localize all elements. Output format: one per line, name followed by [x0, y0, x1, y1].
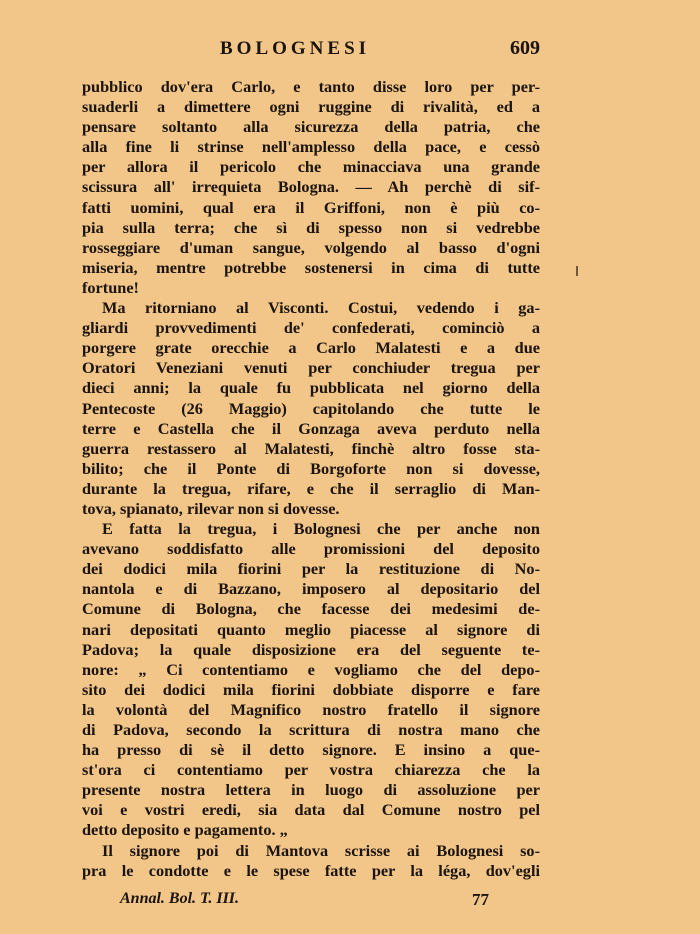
- text-line: detto deposito e pagamento. „: [82, 820, 288, 840]
- text-line: per allora il pericolo che minacciava una grande: [82, 157, 540, 177]
- margin-mark: [576, 266, 578, 276]
- text-line: porgere grate orecchie a Carlo Malatesti e a due: [82, 338, 540, 358]
- text-line: la volontà del Magnifico nostro fratello il signore: [82, 699, 540, 719]
- paragraph: [82, 77, 540, 298]
- text-line: pensare soltanto alla sicurezza della patria, che: [82, 117, 540, 137]
- text-line: nari depositati quanto meglio piacesse al signore di: [82, 619, 540, 639]
- text-line: Padova; la quale disposizione era del seguente te-: [82, 639, 540, 659]
- signature-number: 77: [472, 890, 489, 909]
- body-text: [82, 77, 540, 881]
- page-header: [80, 38, 540, 64]
- text-line: miseria, mentre potrebbe sostenersi in cima di tutte: [82, 257, 540, 277]
- paragraph: [82, 298, 540, 519]
- text-line: Oratori Veneziani venuti per conchiuder tregua per: [82, 358, 540, 378]
- text-line: Il signore poi di Mantova scrisse ai Bolognesi so-: [102, 840, 540, 860]
- text-line: ha presso di sè il detto signore. E insino a que-: [82, 740, 540, 760]
- text-line: bilito; che il Ponte di Borgoforte non si dovesse,: [82, 458, 540, 478]
- text-line: guerra restassero al Malatesti, finchè altro fosse sta-: [82, 438, 540, 458]
- text-line: gliardi provvedimenti de' confederati, cominciò a: [82, 318, 540, 338]
- text-line: nore: „ Ci contentiamo e vogliamo che del depo-: [82, 659, 540, 679]
- text-line: rosseggiare d'uman sangue, volgendo al basso d'ogni: [82, 237, 540, 257]
- text-line: presente nostra lettera in luogo di assoluzione per: [82, 780, 540, 800]
- page-footer: [82, 890, 540, 914]
- text-line: pra le condotte e le spese fatte per la léga, dov'egli: [82, 860, 540, 880]
- text-line: dieci anni; la quale fu pubblicata nel giorno della: [82, 378, 540, 398]
- text-line: E fatta la tregua, i Bolognesi che per anche non: [102, 519, 540, 539]
- text-line: fortune!: [82, 277, 139, 297]
- text-line: terre e Castella che il Gonzaga aveva perduto nella: [82, 418, 540, 438]
- text-line: Pentecoste (26 Maggio) capitolando che tutte le: [82, 398, 540, 418]
- text-line: nantola e di Bazzano, imposero al depositario del: [82, 579, 540, 599]
- text-line: pubblico dov'era Carlo, e tanto disse loro per per-: [82, 77, 540, 96]
- text-line: alla fine li strinse nell'amplesso della pace, e cessò: [82, 137, 540, 157]
- text-line: dei dodici mila fiorini per la restituzione di No-: [82, 559, 540, 579]
- paragraph: [82, 519, 540, 841]
- running-title: BOLOGNESI: [220, 38, 371, 59]
- text-line: pia sulla terra; che sì di spesso non si vedrebbe: [82, 217, 540, 237]
- text-line: Ma ritorniano al Visconti. Costui, vedendo i ga-: [102, 298, 540, 318]
- page-number: 609: [510, 37, 540, 59]
- text-line: tova, spianato, rilevar non si dovesse.: [82, 498, 340, 518]
- text-line: Comune di Bologna, che facesse dei medesimi de-: [82, 599, 540, 619]
- text-line: sito dei dodici mila fiorini dobbiate disporre e fare: [82, 679, 540, 699]
- paragraph: [82, 841, 540, 881]
- text-line: suaderli a dimettere ogni ruggine di rivalità, ed a: [82, 97, 540, 117]
- text-line: durante la tregua, rifare, e che il serraglio di Man-: [82, 478, 540, 498]
- text-line: scissura all' irrequieta Bologna. — Ah perchè di sif-: [82, 177, 540, 197]
- text-line: st'ora ci contentiamo per vostra chiarezza che la: [82, 760, 540, 780]
- text-line: di Padova, secondo la scrittura di nostra mano che: [82, 720, 540, 739]
- text-line: voi e vostri eredi, sia data dal Comune nostro pel: [82, 800, 540, 820]
- printer-signature: Annal. Bol. T. III.: [120, 890, 240, 907]
- text-line: avevano soddisfatto alle promissioni del deposito: [82, 539, 540, 559]
- text-line: fatti uomini, qual era il Griffoni, non è più co-: [82, 197, 540, 217]
